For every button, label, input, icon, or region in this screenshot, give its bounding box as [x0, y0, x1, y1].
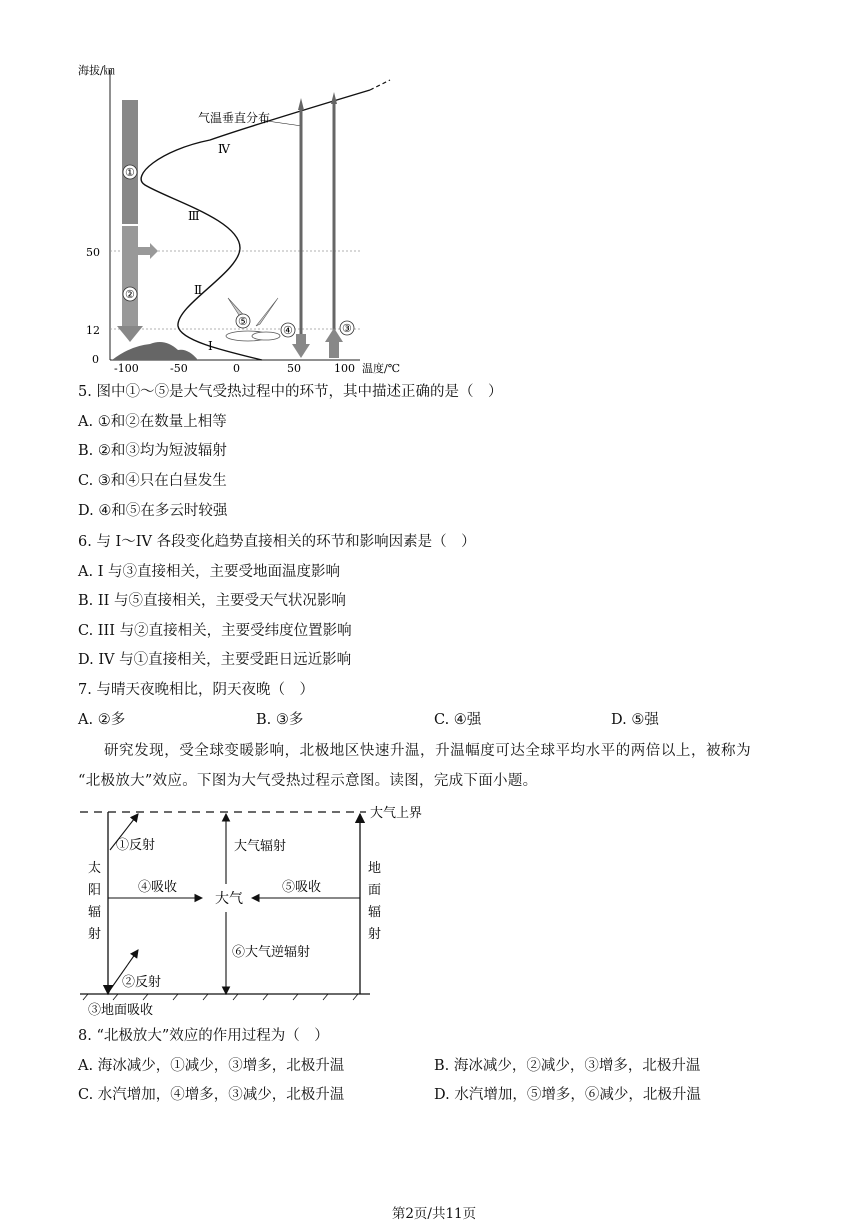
q7-option-a: A. ②多	[78, 712, 126, 728]
svg-text:射: 射	[88, 927, 102, 942]
svg-text:太: 太	[88, 861, 102, 876]
reflect-2-label: ②反射	[122, 975, 162, 990]
curve-label: 气温垂直分布	[198, 111, 271, 125]
svg-text:面: 面	[368, 883, 382, 898]
passage-line-2: “北极放大”效应。下图为大气受热过程示意图。读图，完成下面小题。	[78, 773, 538, 789]
arrow-2-shaft	[122, 226, 138, 328]
label-3: ③	[342, 322, 352, 335]
x-tick-50: 50	[287, 362, 301, 375]
q6-stem: 6. 与 I～IV 各段变化趋势直接相关的环节和影响因素是（ ）	[78, 534, 476, 550]
svg-text:地: 地	[368, 861, 382, 876]
y-tick-0: 0	[92, 353, 99, 366]
label-5: ⑤	[238, 315, 248, 328]
reflect-1-label: ①反射	[116, 838, 156, 853]
ground-radiation-label	[368, 860, 381, 942]
q5-option-b: B. ②和③均为短波辐射	[78, 443, 227, 459]
heating-process-diagram	[78, 800, 448, 1020]
q8-option-b: B. 海冰减少，②减少，③增多，北极升温	[434, 1058, 701, 1074]
page-footer: 第2页/共11页	[391, 1206, 477, 1222]
curve-extension	[370, 80, 390, 90]
counter-radiation-label: ⑥大气逆辐射	[232, 945, 311, 960]
arrow-1-shaft	[122, 100, 138, 224]
label-2: ②	[125, 288, 135, 301]
q7-option-d: D. ⑤强	[611, 712, 659, 728]
svg-text:辐: 辐	[368, 905, 382, 920]
arrow-5-right	[256, 298, 278, 326]
layer-3-label: Ⅲ	[188, 209, 200, 223]
layer-4-label: Ⅳ	[218, 142, 230, 156]
atmospheric-radiation-label: 大气辐射	[234, 839, 287, 854]
y-tick-12: 12	[86, 324, 100, 337]
solar-radiation-label	[88, 860, 101, 942]
x-tick-neg50: -50	[170, 362, 188, 375]
arrow-4-base	[296, 334, 306, 344]
q5-stem: 5. 图中①～⑤是大气受热过程中的环节，其中描述正确的是（ ）	[78, 384, 503, 400]
ground-absorb-label: ③地面吸收	[88, 1003, 154, 1018]
q7-option-b: B. ③多	[256, 712, 304, 728]
atmosphere-temperature-figure	[70, 60, 400, 380]
atmosphere-center-label: 大气	[215, 891, 243, 907]
y-tick-50: 50	[86, 246, 100, 259]
q6-option-a: A. I 与③直接相关，主要受地面温度影响	[78, 564, 341, 580]
arrow-3-top	[331, 92, 337, 104]
layer-1-label: Ⅰ	[208, 339, 213, 353]
absorb-5-label: ⑤吸收	[282, 880, 322, 895]
arrow-3-base	[329, 342, 339, 358]
temperature-curve	[141, 90, 370, 360]
q5-option-d: D. ④和⑤在多云时较强	[78, 503, 228, 519]
mountain-shape	[112, 342, 198, 360]
q6-option-b: B. II 与⑤直接相关，主要受天气状况影响	[78, 593, 346, 609]
svg-text:射: 射	[368, 927, 382, 942]
x-tick-neg100: -100	[114, 362, 139, 375]
q7-stem: 7. 与晴天夜晚相比，阴天夜晚（ ）	[78, 682, 314, 698]
q8-option-d: D. 水汽增加，⑤增多，⑥减少，北极升温	[434, 1087, 701, 1103]
q8-option-c: C. 水汽增加，④增多，③减少，北极升温	[78, 1087, 345, 1103]
label-4: ④	[283, 324, 293, 337]
x-axis-label: 温度/℃	[362, 362, 400, 375]
arrow-2-head	[117, 326, 143, 342]
q7-option-c: C. ④强	[434, 712, 482, 728]
passage-line-1: 研究发现，受全球变暖影响，北极地区快速升温，升温幅度可达全球平均水平的两倍以上，被称为	[104, 743, 752, 759]
arrow-4-top	[298, 98, 304, 110]
q6-option-d: D. IV 与①直接相关，主要受距日远近影响	[78, 652, 352, 668]
q8-stem: 8. “北极放大”效应的作用过程为（ ）	[78, 1028, 329, 1044]
q6-option-c: C. III 与②直接相关，主要受纬度位置影响	[78, 623, 352, 639]
label-1: ①	[125, 166, 135, 179]
x-tick-0: 0	[233, 362, 240, 375]
y-axis-label: 海拔/㎞	[78, 64, 115, 77]
layer-2-label: Ⅱ	[194, 283, 203, 297]
svg-text:阳: 阳	[88, 883, 102, 898]
cloud-shape-2	[252, 332, 280, 340]
q8-option-a: A. 海冰减少，①减少，③增多，北极升温	[78, 1058, 345, 1074]
atmosphere-top-label: 大气上界	[370, 806, 423, 821]
side-arrow-shaft	[138, 247, 150, 255]
q5-option-c: C. ③和④只在白昼发生	[78, 473, 227, 489]
svg-text:辐: 辐	[88, 905, 102, 920]
side-arrow-head	[150, 243, 158, 259]
q5-option-a: A. ①和②在数量上相等	[78, 414, 227, 430]
arrow-4-head	[292, 344, 310, 358]
absorb-4-label: ④吸收	[138, 880, 178, 895]
ground-hatching	[83, 994, 358, 1000]
x-tick-100: 100	[334, 362, 355, 375]
